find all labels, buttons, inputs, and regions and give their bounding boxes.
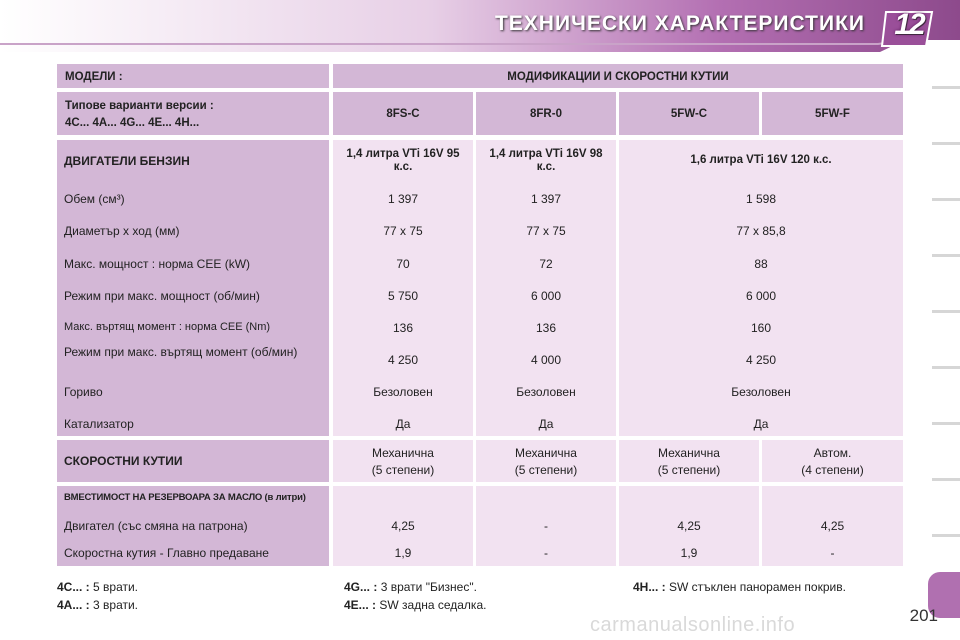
- oil-value: 4,25: [677, 519, 701, 533]
- spec-value: Безоловен: [731, 385, 791, 399]
- spec-label: Режим при макс. въртящ момент (об/мин): [64, 345, 298, 359]
- oil-value: -: [544, 519, 548, 533]
- spec-value: 4 000: [530, 353, 562, 367]
- oil-row-label: Скоростна кутия - Главно предаване: [64, 546, 269, 560]
- footnote-code: 4H... :: [633, 580, 666, 594]
- side-tab[interactable]: [932, 366, 960, 369]
- modifications-label: МОДИФИКАЦИИ И СКОРОСТНИ КУТИИ: [507, 71, 729, 83]
- engine-name: 1,4 литра VTi 16V 95 к.с.: [346, 148, 460, 173]
- spec-value: Да: [395, 417, 411, 431]
- spec-value: 1 397: [387, 192, 419, 206]
- engine-name: 1,6 литра VTi 16V 120 к.с.: [690, 154, 832, 166]
- spec-value: Безоловен: [373, 385, 433, 399]
- footnote: [344, 598, 486, 612]
- modifications-header: [333, 64, 903, 88]
- gearbox-detail: (5 степени): [514, 463, 578, 477]
- side-tabs: [930, 60, 960, 600]
- gearbox-cell: [619, 440, 759, 482]
- footnote-text: 3 врати "Бизнес".: [380, 580, 477, 594]
- oil-value: -: [544, 546, 548, 560]
- footnote: [57, 580, 138, 594]
- gearbox-type: Механична: [372, 446, 434, 460]
- spec-value: 1 598: [745, 192, 777, 206]
- oil-value: 1,9: [394, 546, 412, 560]
- gearbox-cell: [333, 440, 473, 482]
- spec-value: Безоловен: [516, 385, 576, 399]
- spec-value: 77 x 85,8: [736, 224, 786, 238]
- code-cell: [619, 92, 759, 135]
- models-label: МОДЕЛИ :: [65, 71, 123, 83]
- footnote-code: 4E... :: [344, 598, 377, 612]
- variants-header: [57, 92, 329, 135]
- gearbox-label: СКОРОСТНИ КУТИИ: [64, 454, 183, 468]
- watermark: carmanualsonline.info: [590, 614, 796, 636]
- footnote-text: 5 врати.: [93, 580, 139, 594]
- footnote: [344, 580, 477, 594]
- gearbox-detail: (5 степени): [371, 463, 435, 477]
- code-label: 5FW-C: [670, 108, 708, 120]
- footnote-text: SW стъклен панорамен покрив.: [669, 580, 846, 594]
- variants-label-1: Типове варианти версии :: [65, 100, 214, 112]
- oil-value: -: [830, 546, 835, 560]
- engine-label: ДВИГАТЕЛИ БЕНЗИН: [64, 154, 190, 168]
- spec-value: 136: [535, 321, 557, 335]
- side-tab[interactable]: [932, 534, 960, 537]
- spec-value: 5 750: [387, 289, 419, 303]
- code-cell: [333, 92, 473, 135]
- spec-label: Катализатор: [64, 417, 134, 431]
- spec-value: 136: [392, 321, 414, 335]
- spec-value: 4 250: [387, 353, 419, 367]
- engine-name: 1,4 литра VTi 16V 98 к.с.: [489, 148, 603, 173]
- variants-label-2: 4C... 4A... 4G... 4E... 4H...: [65, 117, 200, 129]
- page-title: ТЕХНИЧЕСКИ ХАРАКТЕРИСТИКИ: [494, 12, 865, 35]
- spec-value: Да: [538, 417, 554, 431]
- gearbox-cell: [476, 440, 616, 482]
- gearbox-type: Механична: [515, 446, 577, 460]
- spec-label: Диаметър х ход (мм): [64, 224, 180, 238]
- spec-value: Да: [753, 417, 769, 431]
- spec-value: 77 x 75: [526, 224, 566, 238]
- chapter-badge: [880, 6, 938, 50]
- footnote-code: 4G... :: [344, 580, 378, 594]
- gearbox-cell: [762, 440, 903, 482]
- spec-label: Макс. въртящ момент : норма CEE (Nm): [64, 321, 271, 333]
- gearbox-detail: (4 степени): [801, 463, 864, 477]
- gearbox-type: Автом.: [813, 446, 852, 460]
- footnote: [633, 580, 846, 594]
- gearbox-type: Механична: [658, 446, 720, 460]
- footnote-code: 4C... :: [57, 580, 90, 594]
- footnote-text: 3 врати.: [93, 598, 139, 612]
- footnote: [57, 598, 138, 612]
- side-tab[interactable]: [932, 198, 960, 201]
- side-tab[interactable]: [932, 310, 960, 313]
- side-tab[interactable]: [932, 422, 960, 425]
- side-tab[interactable]: [932, 254, 960, 257]
- models-header: [57, 64, 329, 88]
- spec-label: Макс. мощност : норма CEE (kW): [64, 257, 251, 271]
- spec-value: 70: [396, 257, 410, 271]
- oil-value: 1,9: [680, 546, 698, 560]
- spec-label: Режим при макс. мощност (об/мин): [64, 289, 260, 303]
- oil-value: 4,25: [391, 519, 415, 533]
- spec-value: 72: [539, 257, 553, 271]
- spec-value: 160: [750, 321, 772, 335]
- spec-value: 1 397: [530, 192, 562, 206]
- oil-value: 4,25: [820, 519, 845, 533]
- chapter-number: 12: [894, 8, 924, 41]
- page-number: 201: [909, 606, 938, 625]
- code-label: 5FW-F: [815, 108, 850, 120]
- spec-value: 6 000: [530, 289, 562, 303]
- spec-value: 77 x 75: [383, 224, 423, 238]
- spec-label: Обем (см³): [64, 192, 125, 206]
- gearbox-detail: (5 степени): [657, 463, 721, 477]
- code-label: 8FR-0: [530, 108, 562, 120]
- oil-row-label: Двигател (със смяна на патрона): [64, 519, 248, 533]
- side-tab[interactable]: [932, 86, 960, 89]
- oil-label: ВМЕСТИМОСТ НА РЕЗЕРВОАРА ЗА МАСЛО (в литри): [64, 492, 306, 503]
- code-label: 8FS-C: [386, 108, 420, 120]
- spec-label: Гориво: [64, 385, 103, 399]
- footnote-code: 4A... :: [57, 598, 90, 612]
- footnote-text: SW задна седалка.: [379, 598, 487, 612]
- side-tab[interactable]: [932, 478, 960, 481]
- side-tab[interactable]: [932, 142, 960, 145]
- spec-value: 4 250: [745, 353, 777, 367]
- spec-value: 6 000: [745, 289, 777, 303]
- spec-value: 88: [754, 257, 768, 271]
- code-cell: [762, 92, 903, 135]
- code-cell: [476, 92, 616, 135]
- gearbox-label-cell: [57, 440, 329, 482]
